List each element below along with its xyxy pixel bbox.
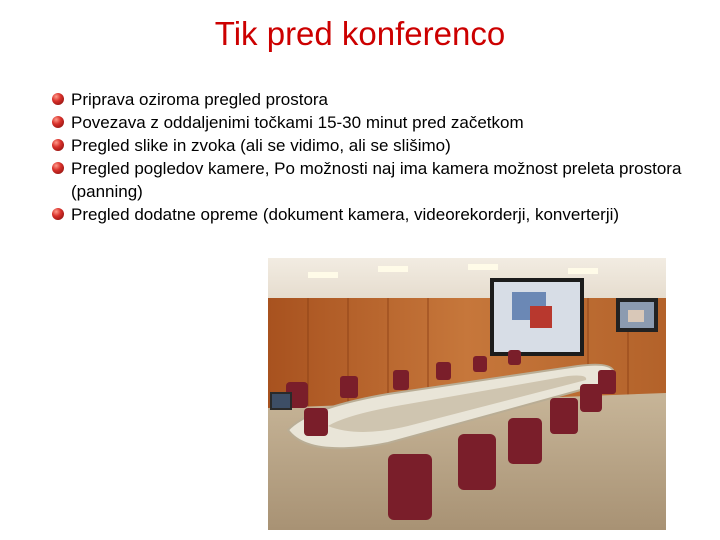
- bullet-text: Pregled pogledov kamere, Po možnosti naj ima kamera možnost preleta prostora (panning): [71, 159, 682, 201]
- bullet-item: [52, 111, 692, 134]
- bullet-item: [52, 157, 692, 203]
- bullet-icon: [52, 208, 64, 220]
- bullet-text: Pregled dodatne opreme (dokument kamera, videorekorderji, konverterji): [71, 205, 620, 224]
- bullet-item: [52, 203, 692, 226]
- bullet-list: [52, 88, 692, 226]
- bullet-icon: [52, 139, 64, 151]
- bullet-item: [52, 134, 692, 157]
- bullet-icon: [52, 116, 64, 128]
- bullet-text: Pregled slike in zvoka (ali se vidimo, ali se slišimo): [71, 136, 451, 155]
- bullet-text: Povezava z oddaljenimi točkami 15-30 minut pred začetkom: [71, 113, 524, 132]
- bullet-text: Priprava oziroma pregled prostora: [71, 90, 329, 109]
- bullet-icon: [52, 93, 64, 105]
- conference-room-photo: [268, 258, 666, 530]
- bullet-icon: [52, 162, 64, 174]
- slide-title: Tik pred konferenco: [214, 15, 506, 52]
- bullet-item: [52, 88, 692, 111]
